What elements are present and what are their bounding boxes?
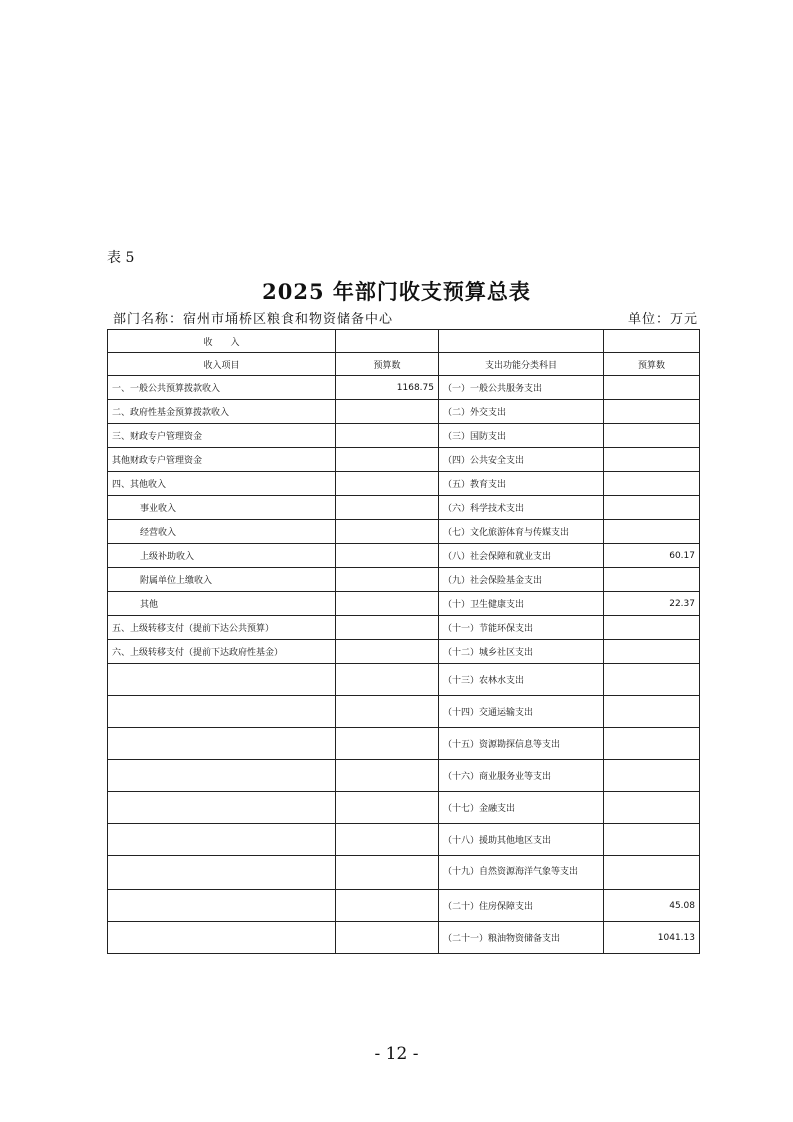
income-item-cell [108,856,336,890]
expense-amount-cell [604,792,700,824]
income-item-cell: 五、上级转移支付（提前下达公共预算） [108,616,336,640]
income-amount-cell [336,792,439,824]
income-amount-cell [336,544,439,568]
expense-amount-cell: 45.08 [604,890,700,922]
table-row [108,472,700,496]
expense-amount-cell [604,760,700,792]
income-item-cell: 四、其他收入 [108,472,336,496]
expense-item-cell: （六）科学技术支出 [439,496,604,520]
income-item-cell: 经营收入 [108,520,336,544]
expense-item-cell: （二）外交支出 [439,400,604,424]
expense-amount-cell [604,664,700,696]
income-item-cell: 六、上级转移支付（提前下达政府性基金） [108,640,336,664]
expense-item-cell: （十三）农林水支出 [439,664,604,696]
expense-item-cell: （二十）住房保障支出 [439,890,604,922]
department-name: 部门名称：宿州市埇桥区粮食和物资储备中心 [113,312,394,327]
income-item-cell [108,824,336,856]
expense-amount-cell [604,696,700,728]
table-row [108,760,700,792]
table-row [108,856,700,890]
unit-label: 单位：万元 [627,312,698,327]
expense-item-cell: （一）一般公共服务支出 [439,376,604,400]
income-item-cell [108,792,336,824]
table-row [108,544,700,568]
column-header-row [108,353,700,376]
income-item-cell: 三、财政专户管理资金 [108,424,336,448]
income-amount-cell [336,922,439,954]
income-item-cell [108,664,336,696]
table-row [108,520,700,544]
income-amount-cell [336,640,439,664]
table-row [108,792,700,824]
income-amount-cell [336,728,439,760]
expense-amount-cell: 1041.13 [604,922,700,954]
income-amount-cell [336,616,439,640]
table-row [108,728,700,760]
budget-table [107,329,700,954]
expense-item-cell: （十五）资源勘探信息等支出 [439,728,604,760]
expense-item-cell: （十六）商业服务业等支出 [439,760,604,792]
expense-amount-cell [604,496,700,520]
income-item-cell: 其他 [108,592,336,616]
header-income-amount: 预算数 [336,353,439,376]
table-row [108,922,700,954]
expense-amount-cell [604,400,700,424]
expense-item-cell: （八）社会保障和就业支出 [439,544,604,568]
empty-cell [439,330,604,353]
expense-amount-cell [604,568,700,592]
table-row [108,696,700,728]
income-item-cell: 上级补助收入 [108,544,336,568]
section-header-row [108,330,700,353]
expense-item-cell: （九）社会保险基金支出 [439,568,604,592]
expense-item-cell: （四）公共安全支出 [439,448,604,472]
expense-amount-cell [604,728,700,760]
table-row [108,616,700,640]
income-amount-cell [336,568,439,592]
expense-amount-cell [604,424,700,448]
expense-amount-cell [604,376,700,400]
income-item-cell: 事业收入 [108,496,336,520]
income-amount-cell [336,890,439,922]
income-amount-cell [336,520,439,544]
section-income-label: 收 入 [108,330,336,353]
table-label: 表 5 [107,250,135,266]
expense-item-cell: （五）教育支出 [439,472,604,496]
expense-item-cell: （十四）交通运输支出 [439,696,604,728]
expense-amount-cell [604,824,700,856]
expense-item-cell: （十）卫生健康支出 [439,592,604,616]
table-row [108,664,700,696]
income-item-cell: 附属单位上缴收入 [108,568,336,592]
income-item-cell: 二、政府性基金预算拨款收入 [108,400,336,424]
expense-amount-cell [604,616,700,640]
table-row [108,592,700,616]
expense-item-cell: （十七）金融支出 [439,792,604,824]
income-item-cell [108,760,336,792]
table-row [108,640,700,664]
header-income-item: 收入项目 [108,353,336,376]
expense-amount-cell [604,448,700,472]
table-row [108,400,700,424]
header-expense-amount: 预算数 [604,353,700,376]
expense-amount-cell [604,520,700,544]
expense-item-cell: （十一）节能环保支出 [439,616,604,640]
income-item-cell [108,728,336,760]
table-row [108,568,700,592]
expense-amount-cell: 22.37 [604,592,700,616]
expense-item-cell: （十八）援助其他地区支出 [439,824,604,856]
expense-amount-cell [604,640,700,664]
expense-amount-cell [604,856,700,890]
expense-amount-cell: 60.17 [604,544,700,568]
income-amount-cell: 1168.75 [336,376,439,400]
income-amount-cell [336,760,439,792]
table-row [108,496,700,520]
table-row [108,890,700,922]
empty-cell [336,330,439,353]
empty-cell [604,330,700,353]
table-row [108,824,700,856]
table-row [108,424,700,448]
income-amount-cell [336,856,439,890]
income-item-cell [108,922,336,954]
income-amount-cell [336,592,439,616]
header-expense-item: 支出功能分类科目 [439,353,604,376]
income-item-cell [108,890,336,922]
expense-item-cell: （二十一）粮油物资储备支出 [439,922,604,954]
income-item-cell [108,696,336,728]
table-row [108,376,700,400]
expense-item-cell: （十二）城乡社区支出 [439,640,604,664]
income-amount-cell [336,824,439,856]
income-amount-cell [336,472,439,496]
income-amount-cell [336,400,439,424]
page-number: - 12 - [374,1044,419,1064]
expense-item-cell: （十九）自然资源海洋气象等支出 [439,856,604,890]
table-row [108,448,700,472]
income-item-cell: 其他财政专户管理资金 [108,448,336,472]
page-title: 2025 年部门收支预算总表 [262,279,531,304]
expense-item-cell: （三）国防支出 [439,424,604,448]
income-amount-cell [336,664,439,696]
income-amount-cell [336,424,439,448]
income-item-cell: 一、一般公共预算拨款收入 [108,376,336,400]
expense-amount-cell [604,472,700,496]
income-amount-cell [336,496,439,520]
income-amount-cell [336,696,439,728]
expense-item-cell: （七）文化旅游体育与传媒支出 [439,520,604,544]
income-amount-cell [336,448,439,472]
